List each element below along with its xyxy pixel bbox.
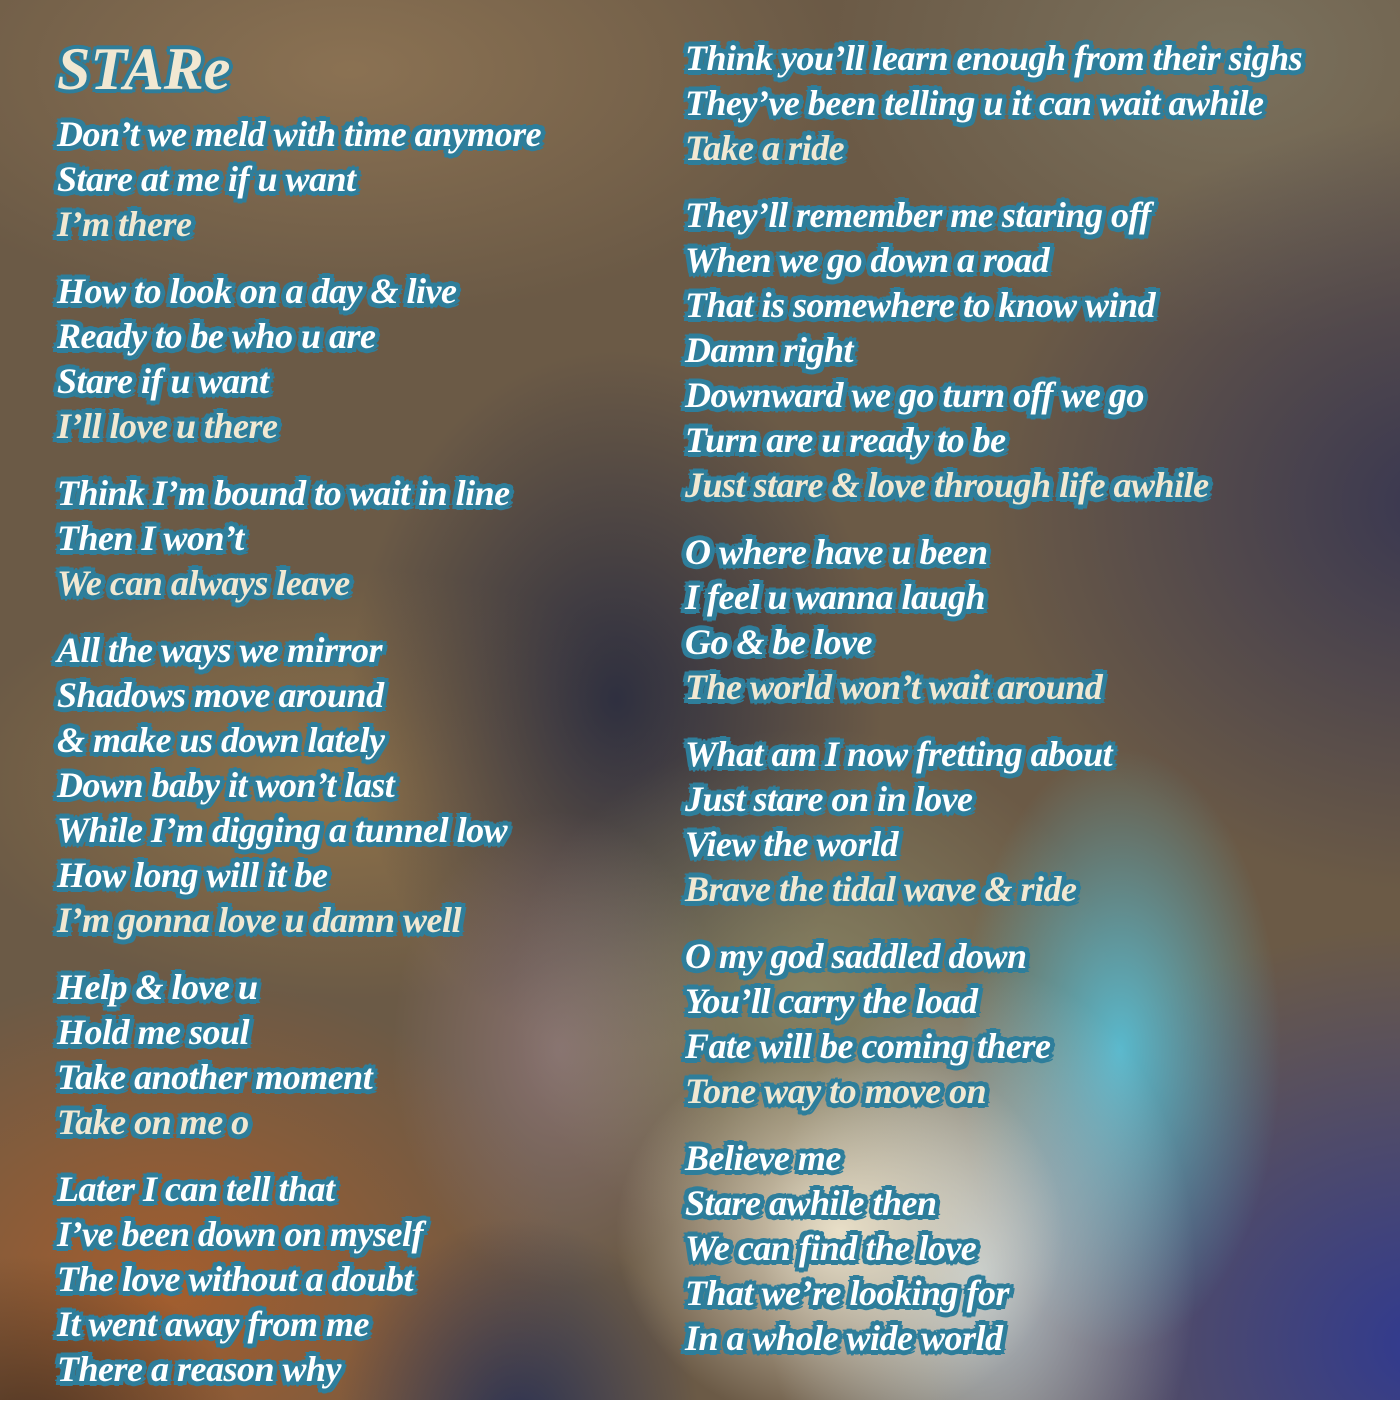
stanza bbox=[57, 628, 657, 943]
stanza bbox=[57, 269, 657, 449]
lyric-line: It went away from me bbox=[57, 1302, 657, 1347]
stanza bbox=[57, 965, 657, 1145]
stanza bbox=[685, 530, 1385, 710]
lyric-line: I’m there bbox=[57, 202, 657, 247]
lyric-line: Believe me bbox=[685, 1136, 1385, 1181]
lyric-line: O my god saddled down bbox=[685, 934, 1385, 979]
lyric-line: Then I won’t bbox=[57, 516, 657, 561]
lyric-line: I’ll love u there bbox=[57, 404, 657, 449]
stanza bbox=[685, 934, 1385, 1114]
lyric-line: Just stare on in love bbox=[685, 777, 1385, 822]
stanza bbox=[57, 112, 657, 247]
lyric-line: How long will it be bbox=[57, 853, 657, 898]
lyric-line: That is somewhere to know wind bbox=[685, 283, 1385, 328]
lyric-line: Later I can tell that bbox=[57, 1167, 657, 1212]
lyric-line: We can find the love bbox=[685, 1226, 1385, 1271]
lyric-line: Think I’m bound to wait in line bbox=[57, 471, 657, 516]
lyric-line: I’m gonna love u damn well bbox=[57, 898, 657, 943]
lyric-line: We can always leave bbox=[57, 561, 657, 606]
lyric-line: All the ways we mirror bbox=[57, 628, 657, 673]
lyric-line: Brave the tidal wave & ride bbox=[685, 867, 1385, 912]
stanza bbox=[685, 1136, 1385, 1361]
lyric-line: Take another moment bbox=[57, 1055, 657, 1100]
lyric-line: Go & be love bbox=[685, 620, 1385, 665]
lyric-line: Stare if u want bbox=[57, 359, 657, 404]
stanza bbox=[57, 1167, 657, 1392]
lyric-line: Stare awhile then bbox=[685, 1181, 1385, 1226]
lyric-line: Take a ride bbox=[685, 126, 1385, 171]
lyric-line: You’ll carry the load bbox=[685, 979, 1385, 1024]
stanza bbox=[685, 36, 1385, 171]
stanza bbox=[685, 732, 1385, 912]
lyric-line: They’ll remember me staring off bbox=[685, 193, 1385, 238]
lyric-line: When we go down a road bbox=[685, 238, 1385, 283]
lyric-line: What am I now fretting about bbox=[685, 732, 1385, 777]
lyric-line: While I’m digging a tunnel low bbox=[57, 808, 657, 853]
lyric-line: & make us down lately bbox=[57, 718, 657, 763]
lyric-line: Stare at me if u want bbox=[57, 157, 657, 202]
lyric-line: Ready to be who u are bbox=[57, 314, 657, 359]
lyric-line: Hold me soul bbox=[57, 1010, 657, 1055]
lyric-line: Just stare & love through life awhile bbox=[685, 463, 1385, 508]
lyric-line: There a reason why bbox=[57, 1347, 657, 1392]
lyric-line: Take on me o bbox=[57, 1100, 657, 1145]
lyrics-column-right bbox=[685, 36, 1385, 1383]
lyric-line: I’ve been down on myself bbox=[57, 1212, 657, 1257]
lyric-line: The world won’t wait around bbox=[685, 665, 1385, 710]
lyrics-column-left bbox=[57, 36, 657, 1414]
lyric-line: Turn are u ready to be bbox=[685, 418, 1385, 463]
lyric-line: Don’t we meld with time anymore bbox=[57, 112, 657, 157]
stanza bbox=[57, 471, 657, 606]
lyric-line: O where have u been bbox=[685, 530, 1385, 575]
lyric-line: I feel u wanna laugh bbox=[685, 575, 1385, 620]
lyric-line: View the world bbox=[685, 822, 1385, 867]
lyric-line: Think you’ll learn enough from their sighs bbox=[685, 36, 1385, 81]
lyric-line: Fate will be coming there bbox=[685, 1024, 1385, 1069]
lyric-line: Shadows move around bbox=[57, 673, 657, 718]
lyric-line: How to look on a day & live bbox=[57, 269, 657, 314]
lyric-line: Down baby it won’t last bbox=[57, 763, 657, 808]
lyric-line: Downward we go turn off we go bbox=[685, 373, 1385, 418]
lyric-line: In a whole wide world bbox=[685, 1316, 1385, 1361]
lyric-line: That we’re looking for bbox=[685, 1271, 1385, 1316]
lyric-line: They’ve been telling u it can wait awhile bbox=[685, 81, 1385, 126]
lyric-line: The love without a doubt bbox=[57, 1257, 657, 1302]
lyric-line: Tone way to move on bbox=[685, 1069, 1385, 1114]
page-title: STARe bbox=[57, 36, 657, 102]
lyric-line: Help & love u bbox=[57, 965, 657, 1010]
stanza bbox=[685, 193, 1385, 508]
lyric-line: Damn right bbox=[685, 328, 1385, 373]
